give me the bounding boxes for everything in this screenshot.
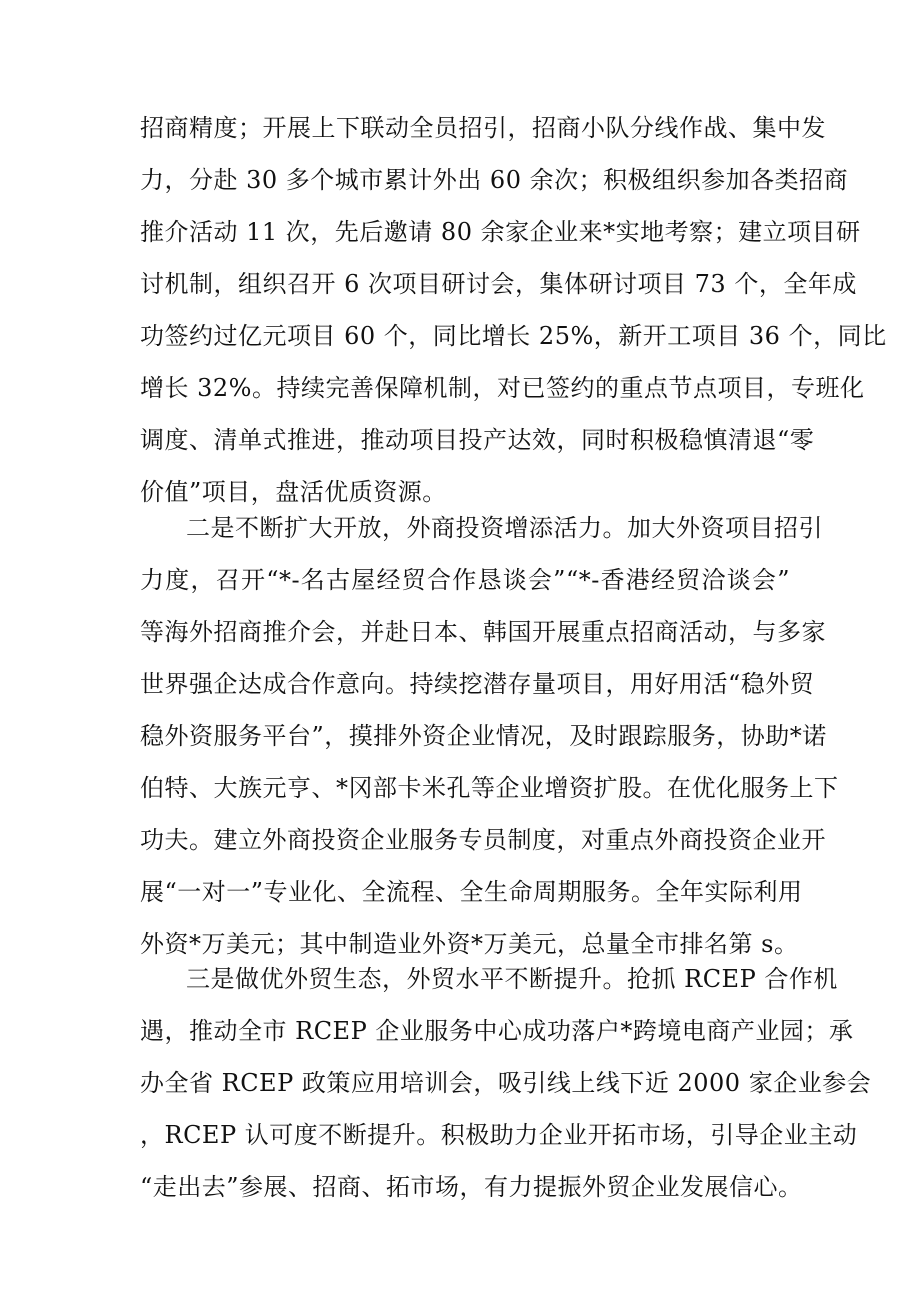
text-line: 外资*万美元；其中制造业外资*万美元，总量全市排名第 s。 xyxy=(140,930,799,958)
paragraph-heading-line: 三是做优外贸生态，外贸水平不断提升。抢抓 RCEP 合作机 xyxy=(186,965,838,993)
paragraph-heading-line: 二是不断扩大开放，外商投资增添活力。加大外资项目招引 xyxy=(186,514,823,542)
text-line: 世界强企达成合作意向。持续挖潜存量项目，用好用活“稳外贸 xyxy=(140,670,815,698)
text-line: 伯特、大族元亨、*冈部卡米孔等企业增资扩股。在优化服务上下 xyxy=(140,774,839,802)
text-line: 价值”项目，盘活优质资源。 xyxy=(140,478,447,506)
text-line: 功夫。建立外商投资企业服务专员制度，对重点外商投资企业开 xyxy=(140,826,826,854)
text-line: 招商精度；开展上下联动全员招引，招商小队分线作战、集中发 xyxy=(140,114,826,142)
paragraph-foreign-investment xyxy=(140,502,839,970)
text-line: 增长 32%。持续完善保障机制，对已签约的重点节点项目，专班化 xyxy=(140,374,865,402)
text-line: 稳外资服务平台”，摸排外资企业情况，及时跟踪服务，协助*诺 xyxy=(140,722,827,750)
text-line: 功签约过亿元项目 60 个，同比增长 25%，新开工项目 36 个，同比 xyxy=(140,322,887,350)
text-line: 力，分赴 30 多个城市累计外出 60 余次；积极组织参加各类招商 xyxy=(140,166,849,194)
text-line: ，RCEP 认可度不断提升。积极助力企业开拓市场，引导企业主动 xyxy=(140,1121,858,1149)
text-line: 讨机制，组织召开 6 次项目研讨会，集体研讨项目 73 个，全年成 xyxy=(140,270,857,298)
text-line: 办全省 RCEP 政策应用培训会，吸引线上线下近 2000 家企业参会 xyxy=(140,1069,872,1097)
text-line: 展“一对一”专业化、全流程、全生命周期服务。全年实际利用 xyxy=(140,878,803,906)
text-line: 遇，推动全市 RCEP 企业服务中心成功落户*跨境电商产业园；承 xyxy=(140,1017,854,1045)
text-line: 调度、清单式推进，推动项目投产达效，同时积极稳慎清退“零 xyxy=(140,426,815,454)
paragraph-investment-attraction xyxy=(140,102,887,518)
text-line: “走出去”参展、招商、拓市场，有力提振外贸企业发展信心。 xyxy=(140,1173,803,1201)
paragraph-foreign-trade xyxy=(140,953,872,1213)
text-line: 等海外招商推介会，并赴日本、韩国开展重点招商活动，与多家 xyxy=(140,618,826,646)
text-line: 力度，召开“*-名古屋经贸合作恳谈会”“*-香港经贸洽谈会” xyxy=(140,566,790,594)
text-line: 推介活动 11 次，先后邀请 80 余家企业来*实地考察；建立项目研 xyxy=(140,218,861,246)
